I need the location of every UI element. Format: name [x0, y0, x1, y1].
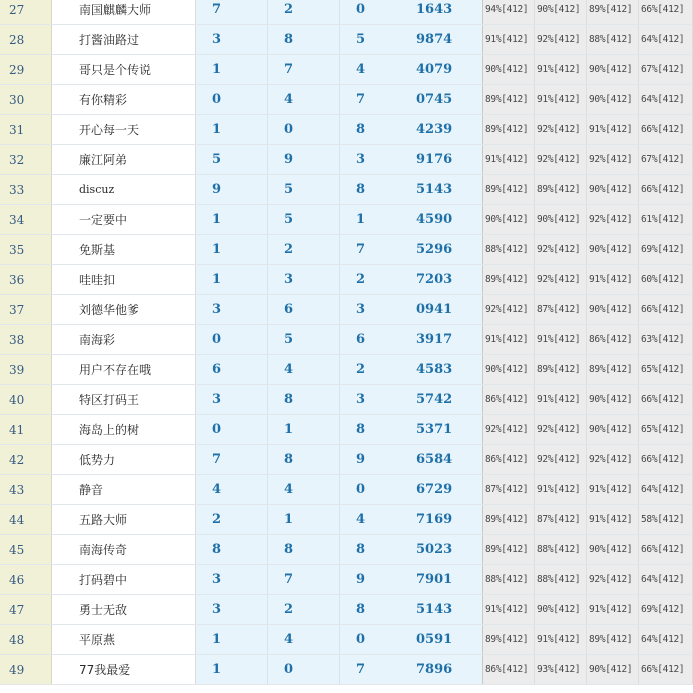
rate-2: 92%[412] — [535, 115, 587, 144]
rate-4: 64%[412] — [639, 25, 693, 54]
digit-2: 5 — [268, 175, 340, 204]
digit-3: 0 — [340, 475, 412, 504]
number-code: 7169 — [411, 505, 483, 534]
row-number: 39 — [0, 355, 52, 384]
rate-1: 91%[412] — [483, 595, 535, 624]
table-row — [0, 355, 693, 385]
digit-3: 2 — [340, 355, 412, 384]
digit-3: 7 — [340, 85, 412, 114]
member-name: 免斯基 — [52, 235, 196, 264]
rate-4: 66%[412] — [639, 0, 693, 24]
row-number: 29 — [0, 55, 52, 84]
digit-2: 2 — [268, 595, 340, 624]
rate-3: 92%[412] — [587, 205, 639, 234]
number-code: 4079 — [411, 55, 483, 84]
row-number: 47 — [0, 595, 52, 624]
number-code: 7901 — [411, 565, 483, 594]
digit-1: 1 — [196, 235, 268, 264]
rate-4: 65%[412] — [639, 415, 693, 444]
digit-3: 5 — [340, 25, 412, 54]
rate-2: 89%[412] — [535, 355, 587, 384]
member-name: 哇哇扣 — [52, 265, 196, 294]
member-name: 哥只是个传说 — [52, 55, 196, 84]
digit-2: 0 — [268, 655, 340, 684]
rate-2: 91%[412] — [535, 385, 587, 414]
digit-2: 4 — [268, 625, 340, 654]
table-row — [0, 445, 693, 475]
digit-2: 0 — [268, 115, 340, 144]
rate-1: 86%[412] — [483, 445, 535, 474]
rate-1: 90%[412] — [483, 355, 535, 384]
rate-1: 89%[412] — [483, 625, 535, 654]
digit-3: 7 — [340, 235, 412, 264]
rate-3: 90%[412] — [587, 385, 639, 414]
table-row — [0, 205, 693, 235]
row-number: 41 — [0, 415, 52, 444]
member-name: 刘德华他爹 — [52, 295, 196, 324]
table-row — [0, 625, 693, 655]
digit-1: 6 — [196, 355, 268, 384]
digit-2: 4 — [268, 475, 340, 504]
member-name: 南海彩 — [52, 325, 196, 354]
member-name: 特区打码王 — [52, 385, 196, 414]
row-number: 31 — [0, 115, 52, 144]
member-name: 静音 — [52, 475, 196, 504]
member-name: 廉江阿弟 — [52, 145, 196, 174]
table-row — [0, 85, 693, 115]
rate-4: 64%[412] — [639, 475, 693, 504]
rate-3: 91%[412] — [587, 595, 639, 624]
digit-3: 8 — [340, 415, 412, 444]
row-number: 37 — [0, 295, 52, 324]
row-number: 34 — [0, 205, 52, 234]
rate-3: 92%[412] — [587, 445, 639, 474]
table-row — [0, 55, 693, 85]
digit-3: 8 — [340, 535, 412, 564]
rate-4: 60%[412] — [639, 265, 693, 294]
digit-1: 7 — [196, 0, 268, 24]
rate-4: 58%[412] — [639, 505, 693, 534]
rate-3: 91%[412] — [587, 115, 639, 144]
rate-4: 61%[412] — [639, 205, 693, 234]
digit-3: 1 — [340, 205, 412, 234]
digit-3: 2 — [340, 265, 412, 294]
rate-2: 91%[412] — [535, 55, 587, 84]
number-code: 5742 — [411, 385, 483, 414]
digit-1: 0 — [196, 85, 268, 114]
digit-2: 7 — [268, 55, 340, 84]
row-number: 45 — [0, 535, 52, 564]
row-number: 42 — [0, 445, 52, 474]
digit-2: 5 — [268, 325, 340, 354]
table-row — [0, 265, 693, 295]
rate-2: 91%[412] — [535, 85, 587, 114]
number-code: 9874 — [411, 25, 483, 54]
rate-4: 66%[412] — [639, 385, 693, 414]
rate-3: 90%[412] — [587, 295, 639, 324]
rate-3: 89%[412] — [587, 625, 639, 654]
row-number: 49 — [0, 655, 52, 684]
rate-2: 91%[412] — [535, 625, 587, 654]
rate-2: 92%[412] — [535, 445, 587, 474]
digit-1: 1 — [196, 265, 268, 294]
digit-1: 1 — [196, 55, 268, 84]
rate-1: 92%[412] — [483, 415, 535, 444]
digit-2: 8 — [268, 445, 340, 474]
rate-1: 89%[412] — [483, 85, 535, 114]
table-row — [0, 565, 693, 595]
rate-4: 66%[412] — [639, 535, 693, 564]
rate-1: 89%[412] — [483, 265, 535, 294]
digit-1: 1 — [196, 655, 268, 684]
member-name: discuz — [52, 175, 196, 204]
member-name: 勇士无敌 — [52, 595, 196, 624]
table-row — [0, 0, 693, 25]
rate-3: 90%[412] — [587, 535, 639, 564]
member-name: 南国麒麟大师 — [52, 0, 196, 24]
table-row — [0, 385, 693, 415]
rate-2: 89%[412] — [535, 175, 587, 204]
member-name: 77我最爱 — [52, 655, 196, 684]
digit-3: 9 — [340, 565, 412, 594]
number-code: 1643 — [411, 0, 483, 24]
rate-3: 89%[412] — [587, 0, 639, 24]
number-code: 0745 — [411, 85, 483, 114]
table-row — [0, 115, 693, 145]
number-code: 5143 — [411, 595, 483, 624]
rate-2: 90%[412] — [535, 205, 587, 234]
rate-4: 66%[412] — [639, 115, 693, 144]
digit-2: 2 — [268, 0, 340, 24]
rate-1: 86%[412] — [483, 385, 535, 414]
member-name: 用户不存在哦 — [52, 355, 196, 384]
number-code: 9176 — [411, 145, 483, 174]
digit-2: 1 — [268, 415, 340, 444]
rate-1: 88%[412] — [483, 565, 535, 594]
digit-1: 1 — [196, 115, 268, 144]
rate-3: 90%[412] — [587, 235, 639, 264]
row-number: 43 — [0, 475, 52, 504]
digit-3: 3 — [340, 385, 412, 414]
rate-4: 64%[412] — [639, 625, 693, 654]
table-row — [0, 25, 693, 55]
member-name: 打酱油路过 — [52, 25, 196, 54]
rate-1: 91%[412] — [483, 145, 535, 174]
rate-2: 92%[412] — [535, 265, 587, 294]
row-number: 30 — [0, 85, 52, 114]
table-row — [0, 145, 693, 175]
digit-2: 5 — [268, 205, 340, 234]
rate-3: 86%[412] — [587, 325, 639, 354]
digit-2: 6 — [268, 295, 340, 324]
number-code: 6584 — [411, 445, 483, 474]
rate-4: 69%[412] — [639, 235, 693, 264]
rate-1: 87%[412] — [483, 475, 535, 504]
rate-2: 90%[412] — [535, 595, 587, 624]
table-row — [0, 595, 693, 625]
digit-2: 3 — [268, 265, 340, 294]
digit-1: 0 — [196, 415, 268, 444]
row-number: 27 — [0, 0, 52, 24]
digit-1: 3 — [196, 295, 268, 324]
digit-1: 8 — [196, 535, 268, 564]
rate-3: 91%[412] — [587, 505, 639, 534]
number-code: 4583 — [411, 355, 483, 384]
rate-2: 92%[412] — [535, 25, 587, 54]
rate-1: 88%[412] — [483, 235, 535, 264]
rate-2: 92%[412] — [535, 415, 587, 444]
row-number: 40 — [0, 385, 52, 414]
digit-3: 4 — [340, 505, 412, 534]
number-code: 5143 — [411, 175, 483, 204]
digit-1: 1 — [196, 625, 268, 654]
digit-1: 3 — [196, 565, 268, 594]
row-number: 48 — [0, 625, 52, 654]
member-name: 五路大师 — [52, 505, 196, 534]
digit-2: 2 — [268, 235, 340, 264]
member-name: 有你精彩 — [52, 85, 196, 114]
rate-3: 89%[412] — [587, 355, 639, 384]
table-row — [0, 535, 693, 565]
row-number: 33 — [0, 175, 52, 204]
digit-2: 4 — [268, 355, 340, 384]
rate-3: 92%[412] — [587, 145, 639, 174]
rate-4: 66%[412] — [639, 295, 693, 324]
digit-3: 8 — [340, 175, 412, 204]
digit-2: 7 — [268, 565, 340, 594]
number-code: 0591 — [411, 625, 483, 654]
rate-1: 90%[412] — [483, 55, 535, 84]
rate-4: 66%[412] — [639, 655, 693, 684]
member-name: 海岛上的树 — [52, 415, 196, 444]
member-name: 平原燕 — [52, 625, 196, 654]
rate-3: 91%[412] — [587, 265, 639, 294]
number-code: 5296 — [411, 235, 483, 264]
digit-3: 7 — [340, 655, 412, 684]
row-number: 28 — [0, 25, 52, 54]
digit-3: 8 — [340, 595, 412, 624]
digit-2: 4 — [268, 85, 340, 114]
rate-2: 91%[412] — [535, 475, 587, 504]
digit-1: 0 — [196, 325, 268, 354]
member-name: 打码碧中 — [52, 565, 196, 594]
rate-3: 90%[412] — [587, 55, 639, 84]
digit-3: 0 — [340, 625, 412, 654]
digit-3: 3 — [340, 145, 412, 174]
member-name: 南海传奇 — [52, 535, 196, 564]
digit-1: 3 — [196, 25, 268, 54]
rate-1: 90%[412] — [483, 205, 535, 234]
number-code: 3917 — [411, 325, 483, 354]
table-row — [0, 655, 693, 685]
table-row — [0, 175, 693, 205]
rate-1: 92%[412] — [483, 295, 535, 324]
digit-1: 7 — [196, 445, 268, 474]
row-number: 36 — [0, 265, 52, 294]
table-row — [0, 415, 693, 445]
table-row — [0, 325, 693, 355]
rate-4: 69%[412] — [639, 595, 693, 624]
member-name: 一定要中 — [52, 205, 196, 234]
digit-2: 8 — [268, 25, 340, 54]
rate-3: 90%[412] — [587, 85, 639, 114]
table-row — [0, 295, 693, 325]
digit-1: 2 — [196, 505, 268, 534]
rate-4: 64%[412] — [639, 565, 693, 594]
rate-2: 93%[412] — [535, 655, 587, 684]
number-code: 4239 — [411, 115, 483, 144]
rate-2: 92%[412] — [535, 235, 587, 264]
digit-3: 8 — [340, 115, 412, 144]
digit-2: 9 — [268, 145, 340, 174]
digit-3: 3 — [340, 295, 412, 324]
rate-1: 89%[412] — [483, 535, 535, 564]
rate-3: 91%[412] — [587, 475, 639, 504]
member-name: 低势力 — [52, 445, 196, 474]
rate-1: 91%[412] — [483, 25, 535, 54]
rate-4: 67%[412] — [639, 145, 693, 174]
number-code: 0941 — [411, 295, 483, 324]
rate-4: 66%[412] — [639, 175, 693, 204]
rate-1: 94%[412] — [483, 0, 535, 24]
rate-3: 88%[412] — [587, 25, 639, 54]
rate-4: 66%[412] — [639, 445, 693, 474]
rate-2: 88%[412] — [535, 565, 587, 594]
rate-4: 64%[412] — [639, 85, 693, 114]
digit-2: 8 — [268, 385, 340, 414]
digit-2: 8 — [268, 535, 340, 564]
table-row — [0, 475, 693, 505]
row-number: 44 — [0, 505, 52, 534]
rate-4: 65%[412] — [639, 355, 693, 384]
rate-4: 63%[412] — [639, 325, 693, 354]
digit-3: 6 — [340, 325, 412, 354]
number-code: 7203 — [411, 265, 483, 294]
digit-1: 4 — [196, 475, 268, 504]
rate-1: 89%[412] — [483, 115, 535, 144]
rate-1: 91%[412] — [483, 325, 535, 354]
digit-1: 5 — [196, 145, 268, 174]
rate-2: 91%[412] — [535, 325, 587, 354]
rate-3: 90%[412] — [587, 175, 639, 204]
rate-3: 92%[412] — [587, 565, 639, 594]
number-code: 7896 — [411, 655, 483, 684]
rate-1: 86%[412] — [483, 655, 535, 684]
row-number: 35 — [0, 235, 52, 264]
rate-2: 92%[412] — [535, 145, 587, 174]
digit-1: 3 — [196, 385, 268, 414]
rate-4: 67%[412] — [639, 55, 693, 84]
member-name: 开心每一天 — [52, 115, 196, 144]
row-number: 32 — [0, 145, 52, 174]
rate-2: 90%[412] — [535, 0, 587, 24]
rate-2: 87%[412] — [535, 505, 587, 534]
digit-3: 4 — [340, 55, 412, 84]
digit-1: 3 — [196, 595, 268, 624]
rate-3: 90%[412] — [587, 655, 639, 684]
rate-2: 87%[412] — [535, 295, 587, 324]
row-number: 46 — [0, 565, 52, 594]
number-code: 6729 — [411, 475, 483, 504]
digit-3: 0 — [340, 0, 412, 24]
rate-1: 89%[412] — [483, 175, 535, 204]
digit-3: 9 — [340, 445, 412, 474]
digit-1: 9 — [196, 175, 268, 204]
rate-3: 90%[412] — [587, 415, 639, 444]
number-code: 5023 — [411, 535, 483, 564]
digit-1: 1 — [196, 205, 268, 234]
row-number: 38 — [0, 325, 52, 354]
number-code: 4590 — [411, 205, 483, 234]
table-row — [0, 505, 693, 535]
number-code: 5371 — [411, 415, 483, 444]
table-row — [0, 235, 693, 265]
rate-1: 89%[412] — [483, 505, 535, 534]
rate-2: 88%[412] — [535, 535, 587, 564]
digit-2: 1 — [268, 505, 340, 534]
